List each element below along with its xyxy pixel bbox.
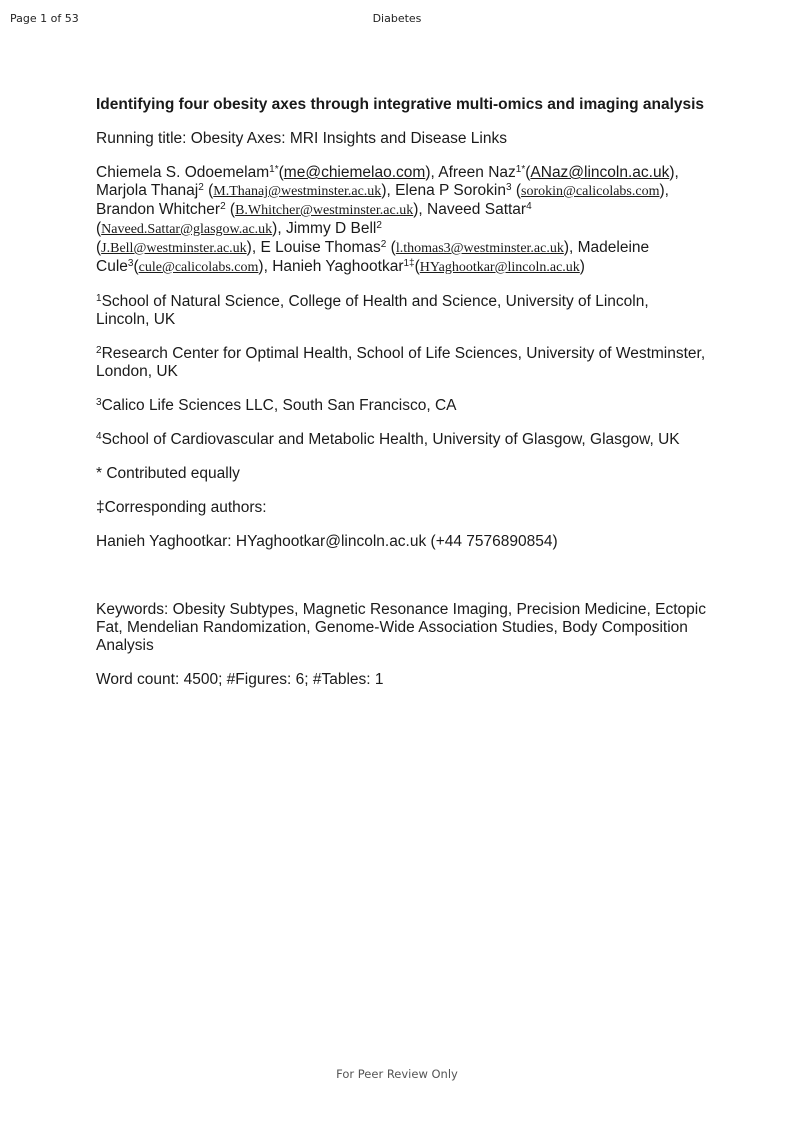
author-email[interactable]: cule@calicolabs.com: [138, 260, 259, 275]
author-email[interactable]: Naveed.Sattar@glasgow.ac.uk: [101, 222, 273, 237]
author-name: E Louise Thomas: [260, 239, 381, 256]
author-name: Madeleine Cule: [96, 239, 650, 275]
affiliation-1: [96, 293, 706, 329]
affiliation-text: Calico Life Sciences LLC, South San Francisco, CA: [101, 397, 457, 414]
affiliation-sup: 4: [96, 431, 102, 442]
affiliation-3: [96, 397, 706, 415]
author-sup: 3: [505, 182, 512, 193]
author-email[interactable]: B.Whitcher@westminster.ac.uk: [235, 203, 414, 218]
affiliation-sup: 2: [96, 345, 102, 356]
author-sup: 2: [220, 201, 226, 212]
author-email[interactable]: sorokin@calicolabs.com: [521, 184, 660, 199]
page-number: Page 1 of 53: [10, 12, 79, 25]
author-sup: 2: [376, 220, 382, 231]
affiliation-text: School of Natural Science, College of Health and Science, University of Lincoln, Lincoln, UK: [96, 293, 649, 328]
affiliation-4: [96, 431, 706, 449]
author-email[interactable]: ANaz@lincoln.ac.uk: [530, 164, 670, 181]
affiliation-text: Research Center for Optimal Health, School of Life Sciences, University of Westminster, London, UK: [96, 345, 706, 380]
author-email[interactable]: HYaghootkar@lincoln.ac.uk: [419, 260, 580, 275]
keywords: Keywords: Obesity Subtypes, Magnetic Resonance Imaging, Precision Medicine, Ectopic Fat, Mendelian Randomization, Genome-Wide Association Studies, Body Composition Analysis: [96, 601, 706, 654]
author-sup: 4: [526, 201, 532, 212]
author-name: Jimmy D Bell: [285, 220, 377, 237]
corresponding-label: ‡Corresponding authors:: [96, 499, 267, 516]
author-list: Chiemela S. Odoemelam$^{1*}$(me@chiemelao.com), Afreen Naz$^{1*}$(ANaz@lincoln.ac.uk), Marjola Thanaj$^2$ (M.Thanaj@westminster.ac.uk), Elena P Sorokin$^3$ (sorokin@calicolabs.com), Brandon Whitcher$^2$ (B.Whitcher@westminster.ac.uk), Naveed Sattar$^4$ (Naveed.Sattar@glasgow.ac.uk), Jimmy D Bell$^2$ (J.Bell@westminster.ac.uk), E Louise Thomas$^2$ (l.thomas3@westminster.ac.uk), Madeleine Cule$^3$(cule@calicolabs.com), Hanieh Yaghootkar$^{1\ddagger}$(HYaghootkar@lincoln.ac.uk): [96, 164, 679, 275]
author-name: Elena P Sorokin: [395, 182, 506, 199]
manuscript-body: [96, 96, 706, 689]
peer-review-footer: For Peer Review Only: [336, 1067, 458, 1081]
author-email[interactable]: me@chiemelao.com: [283, 164, 426, 181]
corresponding-detail: Hanieh Yaghootkar: HYaghootkar@lincoln.ac.uk (+44 7576890854): [96, 533, 558, 550]
word-count: Word count: 4500; #Figures: 6; #Tables: 1: [96, 671, 384, 688]
author-sup: 1*: [515, 164, 526, 175]
author-email[interactable]: l.thomas3@westminster.ac.uk: [395, 241, 564, 256]
author-name: Marjola Thanaj: [96, 182, 199, 199]
author-sup: 1*: [269, 164, 279, 175]
author-name: Chiemela S. Odoemelam: [96, 164, 270, 181]
author-name: Afreen Naz: [438, 164, 516, 181]
author-email[interactable]: J.Bell@westminster.ac.uk: [101, 241, 247, 256]
affiliation-2: [96, 345, 706, 381]
running-title: Running title: Obesity Axes: MRI Insights and Disease Links: [96, 130, 507, 147]
affiliation-text: School of Cardiovascular and Metabolic Health, University of Glasgow, Glasgow, UK: [101, 431, 680, 448]
contributed-note: * Contributed equally: [96, 465, 240, 482]
author-sup: 2: [380, 239, 387, 250]
affiliation-sup: 3: [96, 397, 102, 408]
author-name: Brandon Whitcher: [96, 201, 221, 218]
author-sup: 2: [198, 182, 204, 193]
affiliation-sup: 1: [96, 293, 102, 304]
journal-name: Diabetes: [372, 12, 422, 25]
author-name: Hanieh Yaghootkar: [272, 258, 404, 275]
author-sup: 1‡: [403, 258, 415, 269]
author-sup: 3: [127, 258, 134, 269]
paper-title: Identifying four obesity axes through integrative multi-omics and imaging analysis: [96, 96, 705, 113]
author-name: Naveed Sattar: [427, 201, 527, 218]
author-email[interactable]: M.Thanaj@westminster.ac.uk: [213, 184, 382, 199]
